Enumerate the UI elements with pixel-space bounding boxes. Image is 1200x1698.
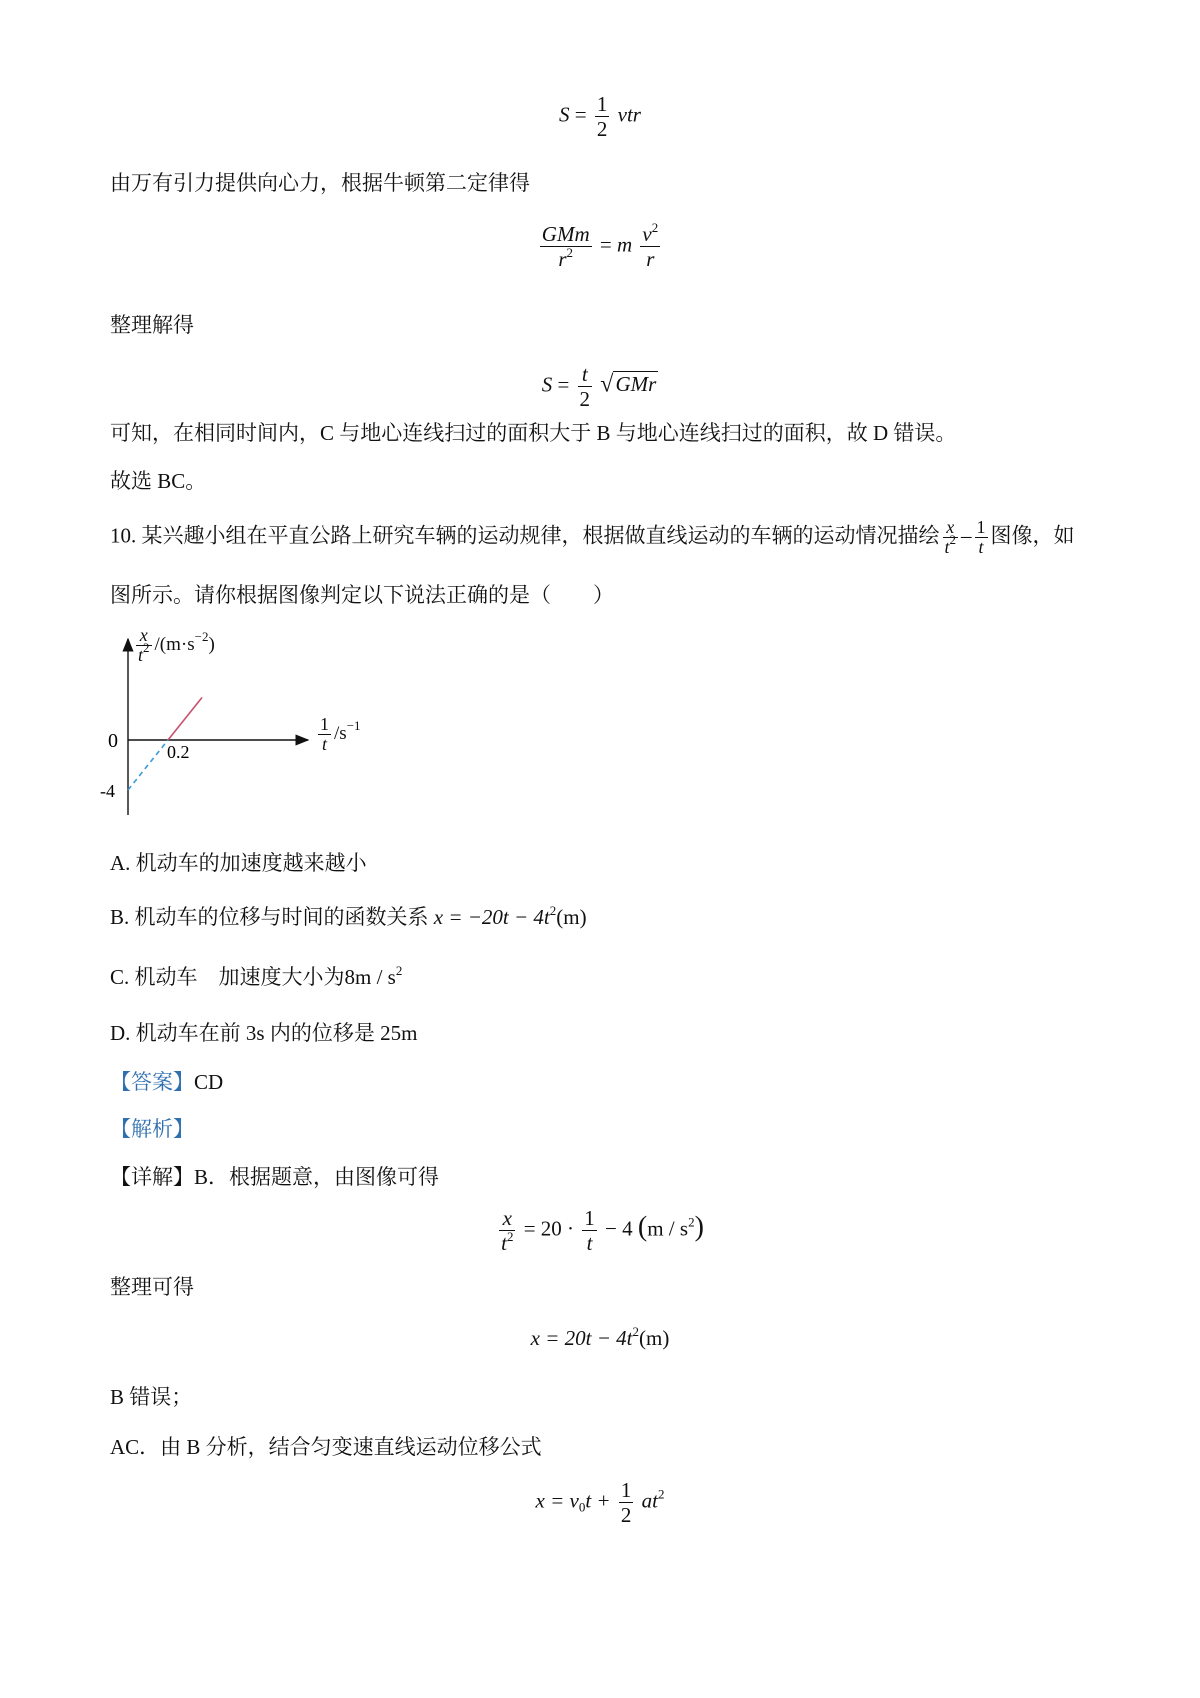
text-b-wrong: B 错误； xyxy=(110,1385,193,1409)
answer-tag: 【答案】 xyxy=(110,1070,194,1094)
series-solid-line xyxy=(168,698,202,741)
equation-kinematics: $x = v_0t$ + $\frac{1}{2}$ $at^2$ xyxy=(535,1478,665,1527)
y-axis-label: $\frac{x}{t^2}$ $/(m\cdot s^{-2})$ xyxy=(138,625,215,665)
equation-area-result: S = $\frac{t}{2}$ √GMr xyxy=(541,362,657,411)
option-d: D. 机动车在前 3s 内的位移是 25m xyxy=(110,1021,418,1045)
option-b: B. 机动车的位移与时间的函数关系 $x = -20t - 4t^2(m)$ xyxy=(110,903,587,929)
x-axis-label: $\frac{1}{t}$ $/s^{-1}$ xyxy=(320,714,361,754)
text-ac: AC．由 B 分析，结合匀变速直线运动位移公式 xyxy=(110,1435,542,1459)
text-choose: 故选 BC。 xyxy=(110,469,207,493)
question-10-line2: 图所示。请你根据图像判定以下说法正确的是（ ） xyxy=(110,583,614,607)
answer: 【答案】CD xyxy=(110,1070,224,1094)
analysis-tag: 【解析】 xyxy=(110,1117,194,1141)
option-c: C. 机动车 加速度大小为$8m / s^2$ xyxy=(110,963,403,989)
equation-linear: $\frac{x}{t^2}$ = 20 · $\frac{1}{t}$ − 4 $(m / s^2)$ xyxy=(501,1206,704,1255)
equation-gravity: $\frac{\text{GMm}}{r^2}$ = m $\frac{v^2}{r}$ xyxy=(541,220,659,271)
text-conclusion: 可知，在相同时间内，C 与地心连线扫过的面积大于 B 与地心连线扫过的面积，故 D 错误。 xyxy=(110,421,957,445)
equation-area-basic: S = $\frac{1}{2}$ vtr xyxy=(559,92,641,141)
text-newton: 由万有引力提供向心力，根据牛顿第二定律得 xyxy=(110,171,530,195)
origin-label: 0 xyxy=(108,730,118,752)
option-a: A. 机动车的加速度越来越小 xyxy=(110,851,367,875)
question-10-line1: 10. 某兴趣小组在平直公路上研究车辆的运动规律，根据做直线运动的车辆的运动情况描绘 $\frac{x}{t^2}$ – $\frac{1}{t}$ 图像，如 xyxy=(110,517,1075,557)
series-dashed-line xyxy=(128,740,168,790)
equation-x: $x = 20t - 4t^2(m)$ xyxy=(530,1324,670,1350)
detail: 【详解】B．根据题意，由图像可得 xyxy=(110,1165,440,1189)
text-arrange: 整理可得 xyxy=(110,1275,194,1299)
text-solve: 整理解得 xyxy=(110,313,194,337)
y-tick-label: -4 xyxy=(100,781,115,801)
x-tick-label: 0.2 xyxy=(167,742,190,762)
